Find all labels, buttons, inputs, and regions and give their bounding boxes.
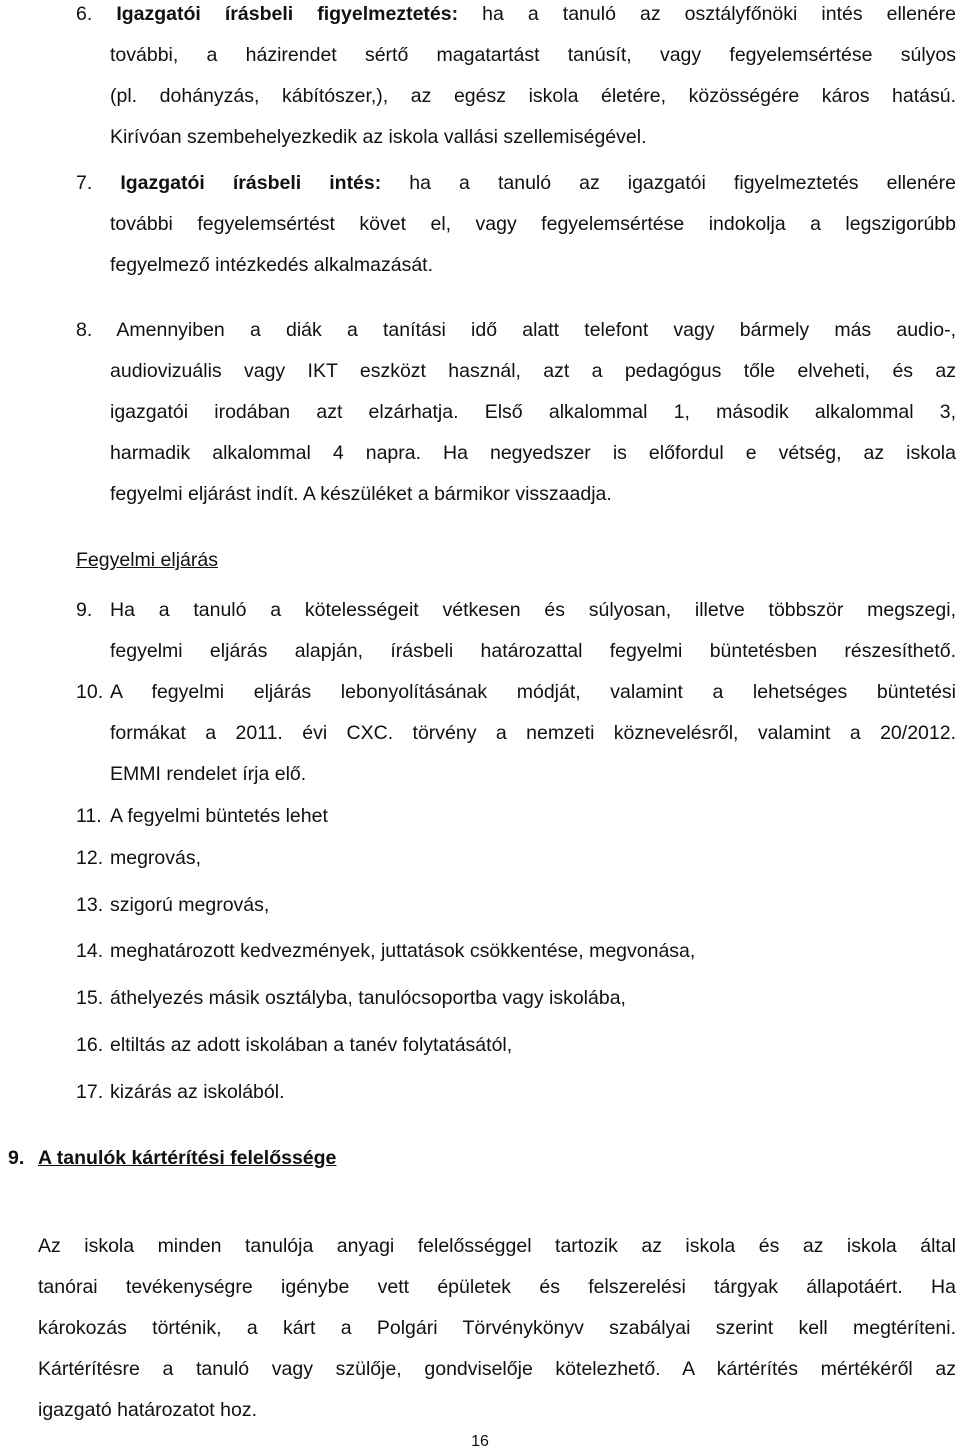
- list-item-17: [76, 1072, 956, 1113]
- subheading-fegyelmi-eljaras: Fegyelmi eljárás: [76, 549, 218, 571]
- section-title: A tanulók kártérítési felelőssége: [38, 1147, 337, 1169]
- item-12-number: 12.: [76, 847, 104, 869]
- item-8-line-1: 8. Amennyiben a diák a tanítási idő alatt telefont vagy bármely más audio-,: [76, 319, 956, 341]
- item-9-line-1: Ha a tanuló a kötelességeit vétkesen és súlyosan, illetve többször megszegi,: [110, 599, 956, 621]
- item-15-text: áthelyezés másik osztályba, tanulócsoportba vagy iskolába,: [110, 987, 626, 1009]
- item-7-line-2: további fegyelemsértést követ el, vagy fegyelemsértése indokolja a legszigorúbb: [110, 213, 956, 235]
- paragraph-line-3: károkozás történik, a kárt a Polgári Törvénykönyv szabályai szerint kell megtéríteni.: [38, 1317, 956, 1339]
- item-7-line-3: fegyelmező intézkedés alkalmazását.: [110, 254, 433, 276]
- item-11-number: 11.: [76, 805, 102, 827]
- list-item-14: [76, 931, 956, 972]
- list-item-8: [76, 310, 956, 515]
- item-6-number: 6.: [76, 3, 93, 25]
- item-14-text: meghatározott kedvezmények, juttatások csökkentése, megvonása,: [110, 940, 696, 962]
- item-8-line-3: igazgatói irodában azt elzárhatja. Első alkalommal 1, második alkalommal 3,: [110, 401, 956, 423]
- item-9-number: 9.: [76, 599, 93, 621]
- item-17-number: 17.: [76, 1081, 104, 1103]
- item-15-number: 15.: [76, 987, 104, 1009]
- item-16-number: 16.: [76, 1034, 104, 1056]
- item-10-line-2: formákat a 2011. évi CXC. törvény a nemzeti köznevelésről, valamint a 20/2012.: [110, 722, 956, 744]
- list-item-10: [76, 672, 956, 795]
- list-item-9: [76, 590, 956, 672]
- list-item-13: [76, 885, 956, 926]
- item-7-lead: Igazgatói írásbeli intés:: [120, 172, 382, 194]
- item-6-line-1: 6. Igazgatói írásbeli figyelmeztetés: ha a tanuló az osztályfőnöki intés ellenére: [76, 3, 957, 25]
- paragraph-line-2: tanórai tevékenységre igénybe vett épületek és felszerelési tárgyak állapotáért. Ha: [38, 1276, 956, 1298]
- item-7-line-1: 7. Igazgatói írásbeli intés: ha a tanuló az igazgatói figyelmeztetés ellenére: [76, 172, 956, 194]
- item-8-line-5: fegyelmi eljárást indít. A készüléket a bármikor visszaadja.: [110, 483, 612, 505]
- body-paragraph: [38, 1226, 956, 1431]
- item-8-line-2: audiovizuális vagy IKT eszközt használ, azt a pedagógus tőle elveheti, és az: [110, 360, 956, 382]
- item-10-line-3: EMMI rendelet írja elő.: [110, 763, 307, 785]
- list-item-12: [76, 838, 956, 879]
- list-item-6: [76, 0, 956, 158]
- item-11-text: A fegyelmi büntetés lehet: [110, 805, 328, 827]
- item-6-lead: Igazgatói írásbeli figyelmeztetés:: [116, 3, 459, 25]
- item-6-line-3: (pl. dohányzás, kábítószer,), az egész iskola életére, közösségére káros hatású.: [110, 85, 956, 107]
- paragraph-line-1: Az iskola minden tanulója anyagi felelősséggel tartozik az iskola és az iskola által: [38, 1235, 956, 1257]
- list-item-7: [76, 163, 956, 286]
- section-heading: [8, 1143, 336, 1173]
- item-10-line-1: A fegyelmi eljárás lebonyolításának módját, valamint a lehetséges büntetési: [110, 681, 956, 703]
- item-7-number: 7.: [76, 172, 93, 194]
- paragraph-line-4: Kártérítésre a tanuló vagy szülője, gondviselője kötelezhető. A kártérítés mértékéről az: [38, 1358, 956, 1380]
- list-item-11: [76, 796, 956, 837]
- page-number: 16: [471, 1433, 489, 1450]
- item-14-number: 14.: [76, 940, 104, 962]
- item-10-number: 10.: [76, 681, 104, 703]
- item-16-text: eltiltás az adott iskolában a tanév folytatásától,: [110, 1034, 513, 1056]
- item-17-text: kizárás az iskolából.: [110, 1081, 285, 1103]
- item-9-line-2: fegyelmi eljárás alapján, írásbeli határozattal fegyelmi büntetésben részesíthető.: [110, 640, 956, 662]
- paragraph-line-5: igazgató határozatot hoz.: [38, 1399, 257, 1421]
- list-item-16: [76, 1025, 956, 1066]
- item-6-line-2: további, a házirendet sértő magatartást tanúsít, vagy fegyelemsértése súlyos: [110, 44, 956, 66]
- item-13-number: 13.: [76, 894, 104, 916]
- item-8-number: 8.: [76, 319, 93, 341]
- item-8-line-4: harmadik alkalommal 4 napra. Ha negyedszer is előfordul e vétség, az iskola: [110, 442, 956, 464]
- item-13-text: szigorú megrovás,: [110, 894, 270, 916]
- item-12-text: megrovás,: [110, 847, 202, 869]
- list-item-15: [76, 978, 956, 1019]
- item-6-line-4: Kirívóan szembehelyezkedik az iskola vallási szellemiségével.: [110, 126, 647, 148]
- section-number: 9.: [8, 1147, 25, 1169]
